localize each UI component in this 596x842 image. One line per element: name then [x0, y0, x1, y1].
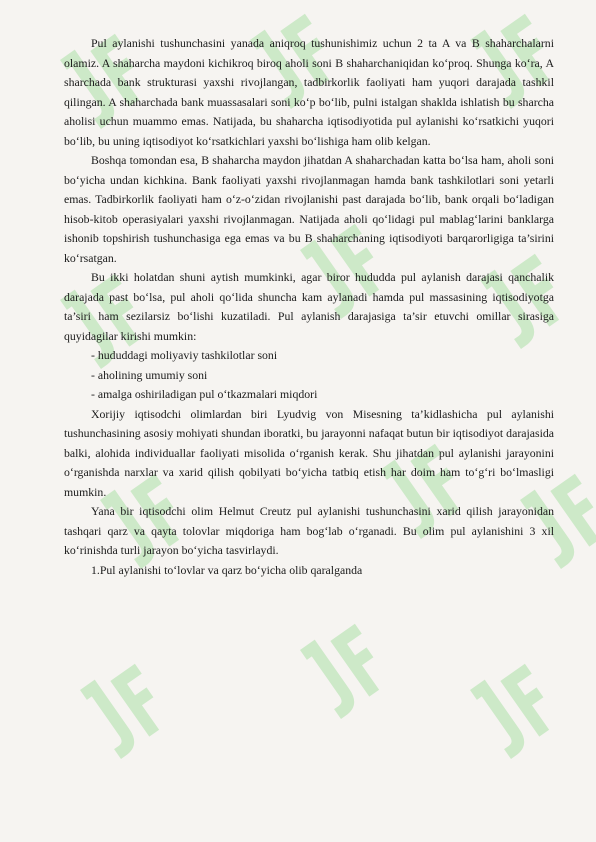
paragraph-5: Yana bir iqtisodchi olim Helmut Creutz pul aylanishi tushunchasini xarid qilish jarayonidan tashqari qarz va qayta tolovlar miqdoriga ham bog‘lab o‘rganadi. Bu olim pul aylanishini 3 xil ko‘rinishda turli jarayon bo‘yicha tasvirlaydi. — [64, 504, 554, 557]
watermark-glyph — [75, 656, 175, 759]
paragraph-1: Pul aylanishi tushunchasini yanada aniqroq tushunishimiz uchun 2 ta A va B shaharchalarni olamiz. A shaharcha maydoni kichikroq biroq aholi soni B shaharchaniqidan ko‘proq. Shunga ko‘ra, A sharchada bank strukturasi yaxshi rivojlangan, tadbirkorlik faoliyati ham yuqori darajada tashkil qilingan. A shaharchada bank muassasalari soni ko‘p bo‘lib, pulni istalgan shaklda ishlatish bu sharcha aholisi uchun muammo emas. Natijada, bu shaharcha iqtisodiyotida pul aylanishi ko‘rsatkichi yuqori bo‘lib, bu uning iqtisodiyot ko‘rsatkichlari yaxshi bo‘lishiga ham olib kelgan. — [64, 36, 554, 148]
paragraph-4: Xorijiy iqtisodchi olimlardan biri Lyudvig von Misesning ta’kidlashicha pul aylanishi tushunchasining asosiy mohiyati shundan iboratki, bu jarayonni nafaqat butun bir iqtisodiyot darajasida balki, alohida individuallar faoliyati misolida o‘rganish kerak. Shu jihatdan pul aylanishi jarayonini o‘rganishda narxlar va xarid qilish qobilyati bo‘yicha tatbiq etish har doim ham to‘g‘ri bo‘lmasligi mumkin. — [64, 406, 554, 499]
numbered-item-1: 1.Pul aylanishi to‘lovlar va qarz bo‘yicha olib qaralganda — [91, 562, 363, 577]
list-item-3: - amalga oshiriladigan pul o‘tkazmalari miqdori — [91, 387, 318, 401]
watermark-glyph — [295, 616, 395, 719]
paragraph-3: Bu ikki holatdan shuni aytish mumkinki, agar biror hududda pul aylanish darajasi qanchalik darajada past bo‘lsa, pul aholi qo‘lida shuncha kam aylanadi hamda pul massasining iqtisodiyotga ta’siri ham sezilarsiz bo‘lishi kuzatiladi. Pul aylanish darajasiga ta’sir etuvchi omillar sirasiga quyidagilar kirishi mumkin: — [64, 270, 554, 343]
list-item-1: - hududdagi moliyaviy tashkilotlar soni — [91, 348, 278, 362]
document-body — [64, 34, 554, 580]
list-item-2: - aholining umumiy soni — [91, 367, 208, 382]
watermark-glyph — [465, 656, 565, 759]
paragraph-2: Boshqa tomondan esa, B shaharcha maydon jihatdan A shaharchadan katta bo‘lsa ham, aholi soni bo‘yicha undan kichkina. Bank faoliyati yaxshi rivojlanmagan hamda bank tashkilotlari soni yetarli emas. Tadbirkorlik faoliyati ham o‘z-o‘zidan rivojlanishi past darajada bo‘lib, bank orqali bo‘ladigan hisob-kitob operasiyalari yaxshi rivojlanmagan. Natijada aholi qo‘lidagi pul mablag‘larini banklarga ishonib topshirish tushunchasiga ega emas va bu B shaharchaning iqtisodiyoti barqarorligiga ta’sirini ko‘rsatgan. — [64, 153, 554, 265]
